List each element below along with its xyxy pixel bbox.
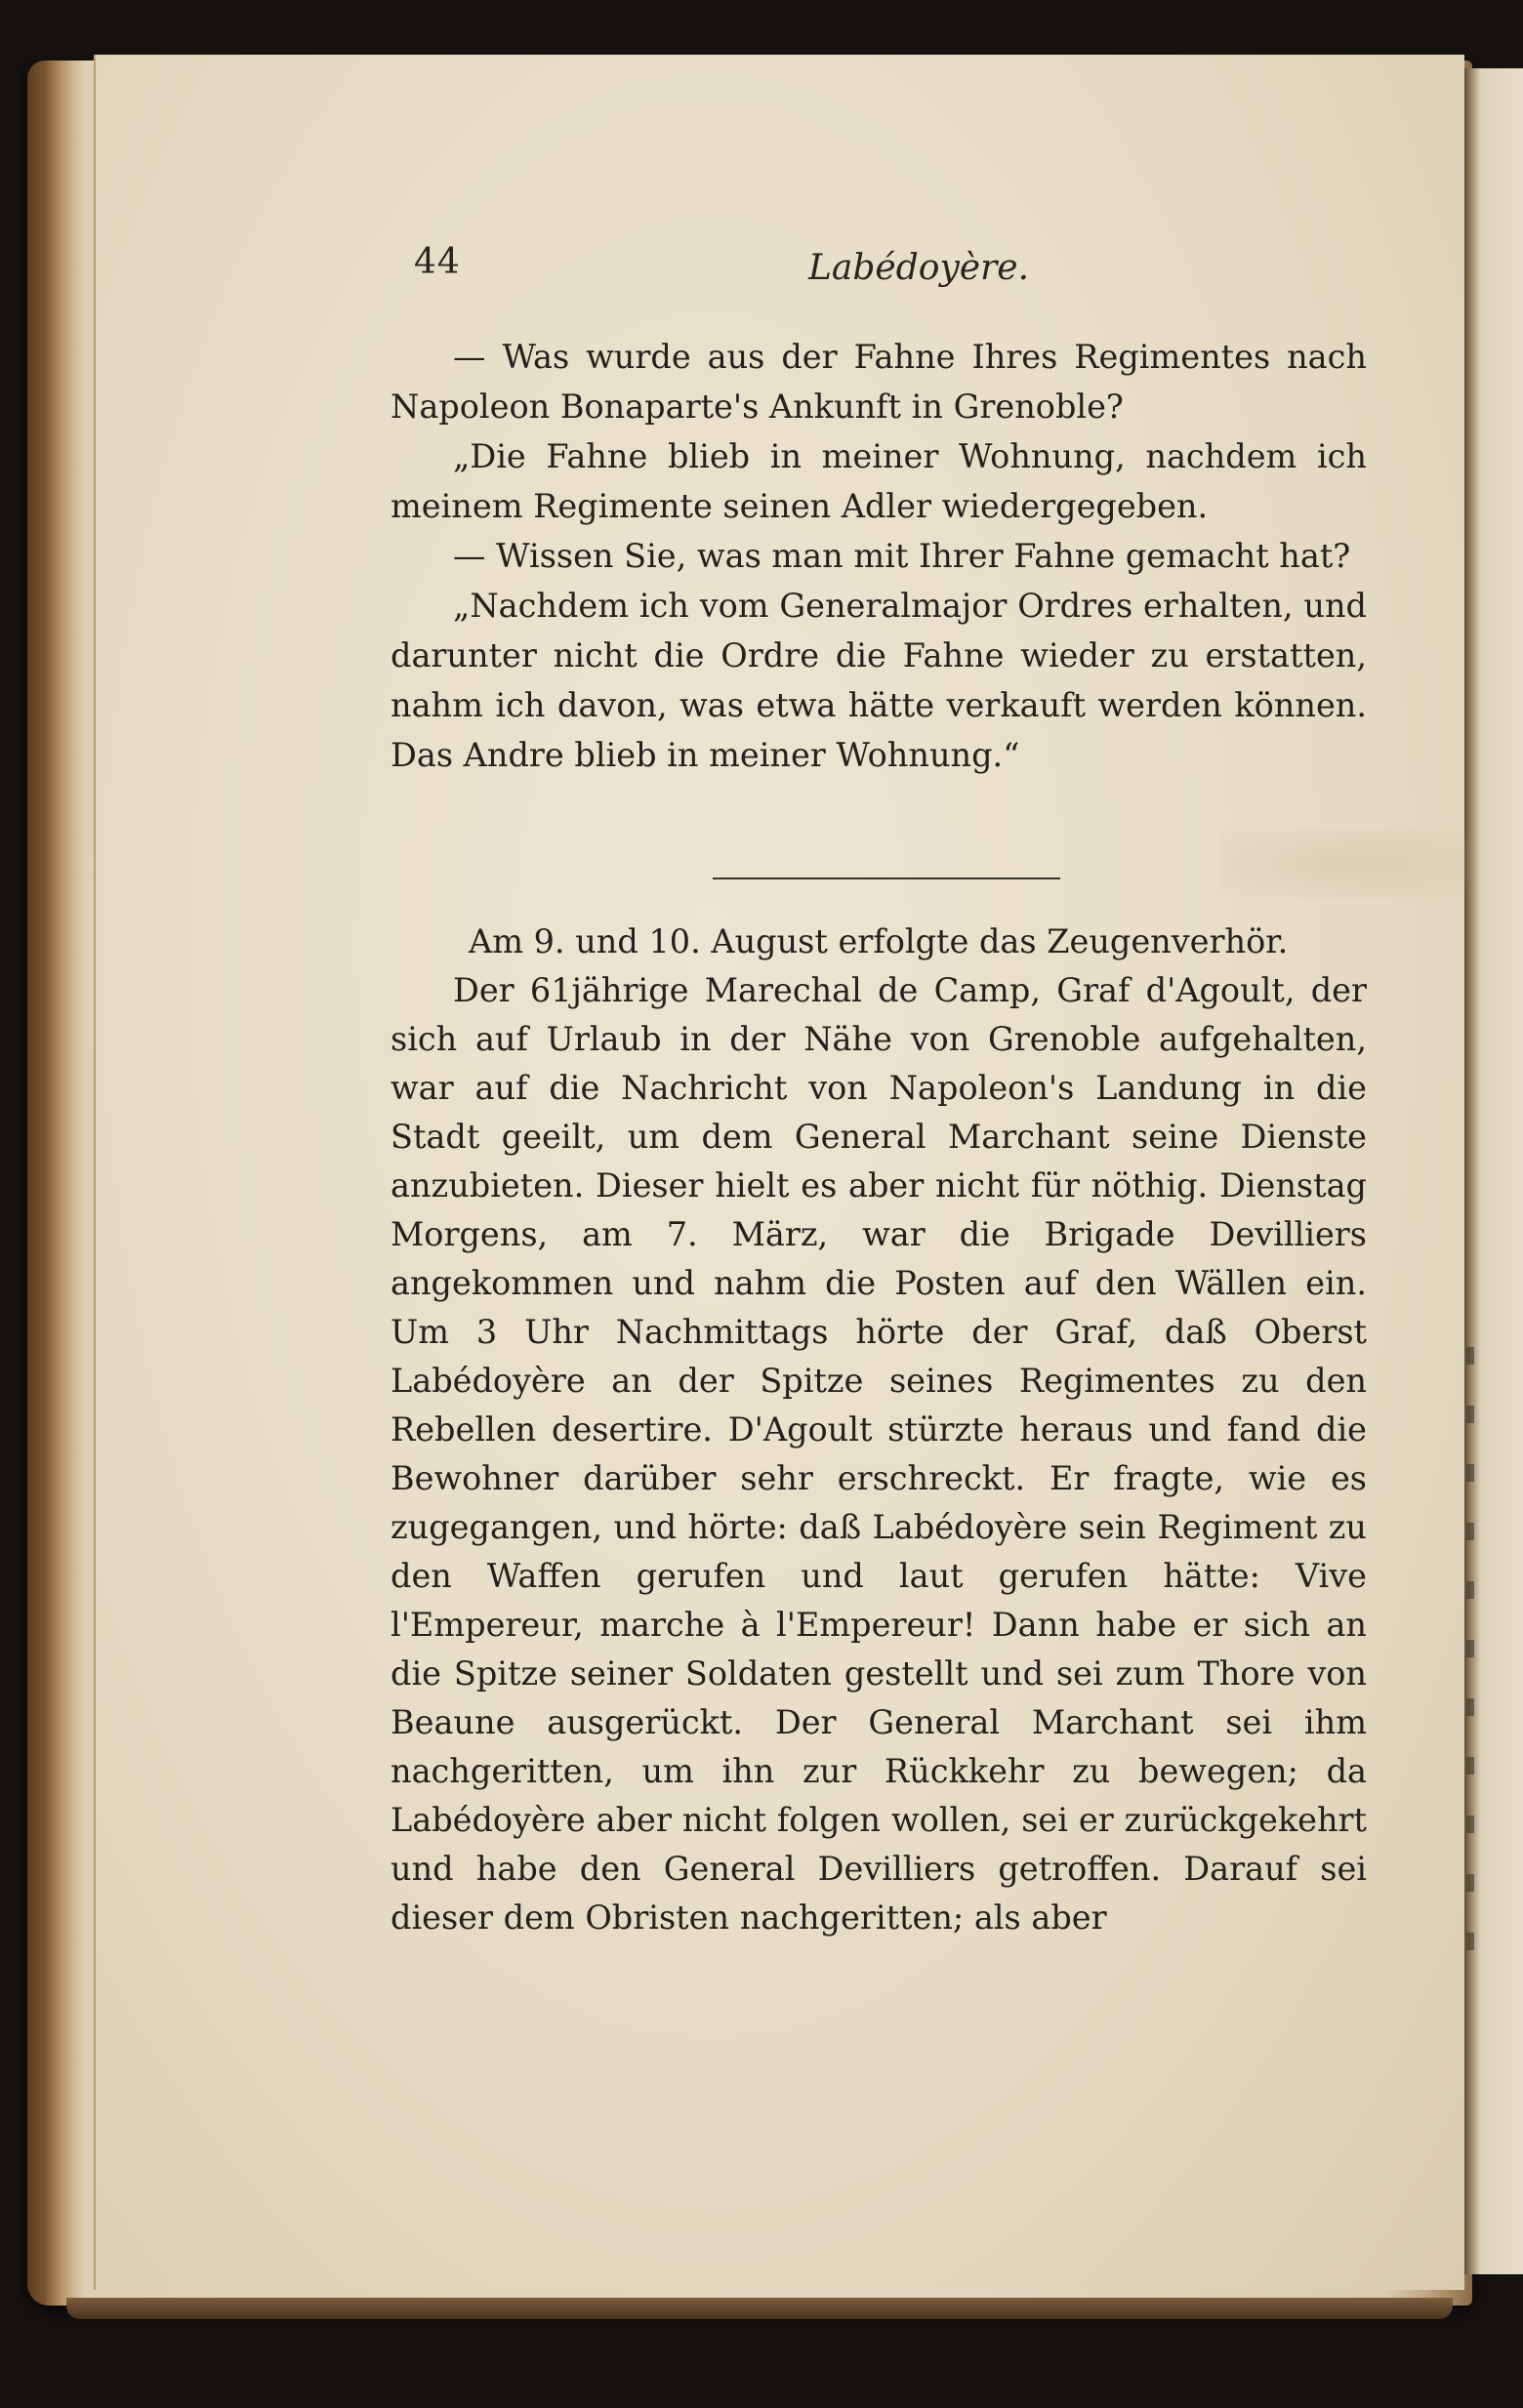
paragraph: — Wissen Sie, was man mit Ihrer Fahne gemacht hat? xyxy=(453,537,1351,575)
running-title: Labédoyère. xyxy=(808,248,1030,288)
paragraph: „Nachdem ich vom Generalmajor Ordres erhalten, und darunter nicht die Ordre die Fahne wieder zu erstatten, nahm ich davon, was etwa hätte verkauft werden können. Das Andre blieb in meiner Wohnung.“ xyxy=(391,587,1367,774)
paragraph: Am 9. und 10. August erfolgte das Zeugenverhör. xyxy=(469,922,1289,960)
paragraph: Der 61jährige Marechal de Camp, Graf d'Agoult, der sich auf Urlaub in der Nähe von Grenoble aufgehalten, war auf die Nachricht von Napoleon's Landung in die Stadt geeilt, um dem General Marchant seine Dienste anzubieten. Dieser hielt es aber nicht für nöthig. Dienstag Morgens, am 7. März, war die Brigade Devilliers angekommen und nahm die Posten auf den Wällen ein. Um 3 Uhr Nachmittags hörte der Graf, daß Oberst Labédoyère an der Spitze seines Regimentes zu den Rebellen desertire. D'Agoult stürzte heraus und fand die Bewohner darüber sehr erschreckt. Er fragte, wie es zugegangen, und hörte: daß Labédoyère sein Regiment zu den Waffen gerufen und laut gerufen hätte: Vive l'Empereur, marche à l'Empereur! Dann habe er sich an die Spitze seiner Soldaten gestellt und sei zum Thore von Beaune ausgerückt. Der General Marchant sei ihm nachgeritten, um ihn zur Rückkehr zu bewegen; da Labédoyère aber nicht folgen wollen, sei er zurückgekehrt und habe den General Devilliers getroffen. Darauf sei dieser dem Obristen nachgeritten; als aber xyxy=(391,971,1367,1937)
page-number: 44 xyxy=(414,242,461,282)
interrogation-section xyxy=(391,332,1367,780)
facing-page-show-through xyxy=(1466,1347,1474,1952)
section-divider xyxy=(713,877,1060,879)
testimony-section xyxy=(391,918,1367,1942)
page-header xyxy=(414,242,1030,301)
paragraph: — Was wurde aus der Fahne Ihres Regimentes nach Napoleon Bonaparte's Ankunft in Grenoble? xyxy=(391,338,1367,426)
paper-stain xyxy=(1220,830,1474,898)
paragraph: „Die Fahne blieb in meiner Wohnung, nachdem ich meinem Regimente seinen Adler wiedergegeben. xyxy=(391,437,1367,525)
